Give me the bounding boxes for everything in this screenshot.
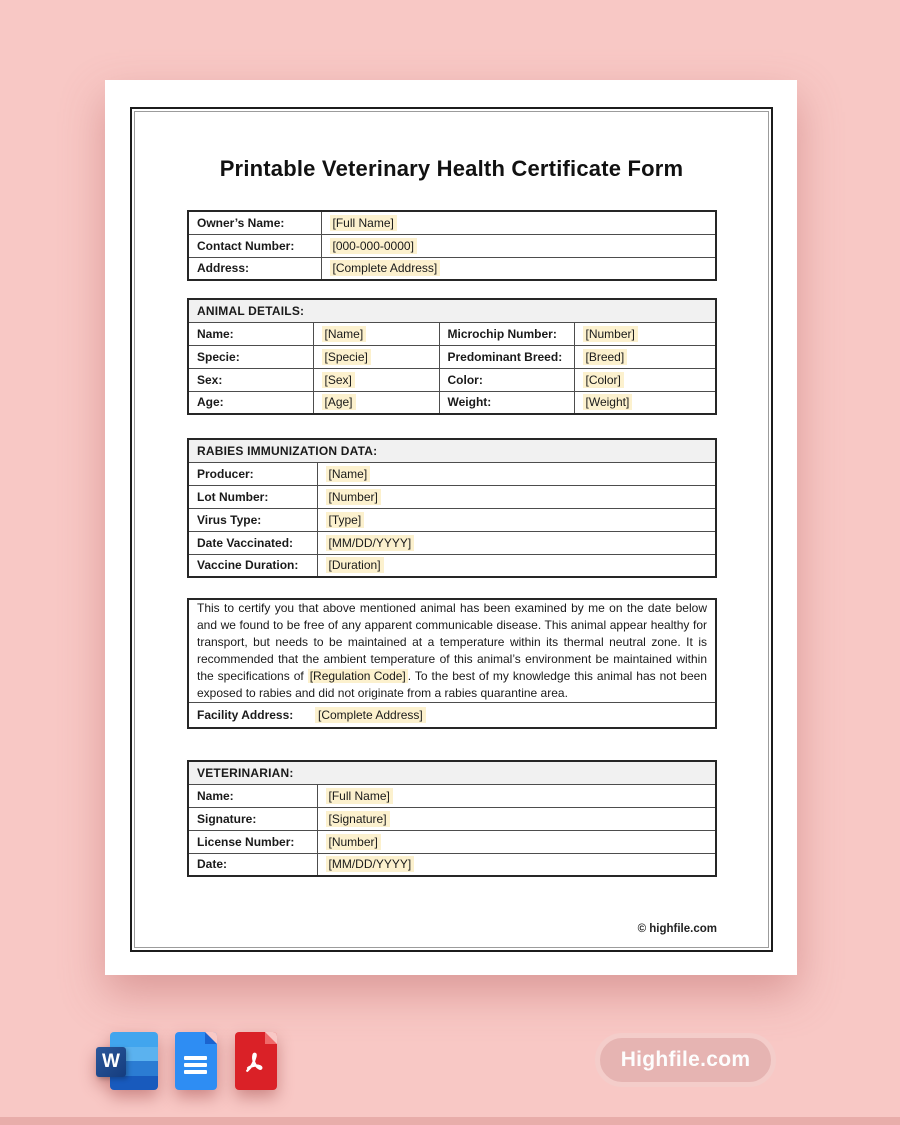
- certificate-page: [105, 80, 797, 975]
- placeholder-chip: [Sex]: [322, 372, 355, 388]
- facility-address-row: [188, 703, 716, 728]
- field-value: [317, 531, 716, 554]
- field-value: [313, 368, 439, 391]
- placeholder-chip: [Number]: [326, 489, 381, 505]
- field-value: [321, 257, 716, 280]
- field-value: [317, 485, 716, 508]
- field-value: [574, 368, 716, 391]
- field-value: [317, 508, 716, 531]
- table-row: [188, 368, 716, 391]
- table-row: [188, 485, 716, 508]
- field-value: [313, 345, 439, 368]
- certification-text: . To the best of my knowledge this animal has not been exposed to rabies and did not originate from a rabies quarantine area.: [197, 669, 707, 700]
- table-row: [188, 531, 716, 554]
- placeholder-chip: [Signature]: [326, 811, 390, 827]
- table-row: [188, 830, 716, 853]
- table-row: [188, 703, 716, 728]
- placeholder-chip: [MM/DD/YYYY]: [326, 535, 415, 551]
- table-row: [188, 784, 716, 807]
- field-value: [317, 784, 716, 807]
- placeholder-chip: [Breed]: [583, 349, 628, 365]
- placeholder-chip: [Name]: [322, 326, 367, 342]
- field-label: Date Vaccinated:: [188, 531, 317, 554]
- table-row: [188, 462, 716, 485]
- table-row: [188, 599, 716, 703]
- placeholder-chip: [Complete Address]: [315, 707, 426, 723]
- animal-details-section: [187, 298, 717, 415]
- copyright-text: © highfile.com: [637, 923, 717, 935]
- section-header-row: [188, 761, 716, 784]
- field-label: Predominant Breed:: [439, 345, 574, 368]
- placeholder-chip: [Regulation Code]: [309, 669, 406, 683]
- field-label: Sex:: [188, 368, 313, 391]
- field-label: Signature:: [188, 807, 317, 830]
- field-value: [317, 830, 716, 853]
- placeholder-chip: [Complete Address]: [330, 260, 441, 276]
- placeholder-chip: [Specie]: [322, 349, 371, 365]
- rabies-table: [187, 438, 717, 578]
- placeholder-chip: [Name]: [326, 466, 371, 482]
- field-label: Lot Number:: [188, 485, 317, 508]
- section-header: VETERINARIAN:: [188, 761, 716, 784]
- field-label: Weight:: [439, 391, 574, 414]
- field-value: [317, 462, 716, 485]
- field-label: Microchip Number:: [439, 322, 574, 345]
- table-row: [188, 257, 716, 280]
- table-row: [188, 391, 716, 414]
- pdf-icon[interactable]: [235, 1032, 277, 1090]
- placeholder-chip: [Weight]: [583, 394, 633, 410]
- field-label: Address:: [188, 257, 321, 280]
- word-icon[interactable]: [96, 1032, 158, 1090]
- field-value: [313, 322, 439, 345]
- table-row: [188, 322, 716, 345]
- field-value: [574, 322, 716, 345]
- field-value: [313, 391, 439, 414]
- google-docs-icon[interactable]: [175, 1032, 217, 1090]
- field-label: Date:: [188, 853, 317, 876]
- placeholder-chip: [MM/DD/YYYY]: [326, 856, 415, 872]
- field-label: Facility Address:: [197, 707, 294, 722]
- certification-text: This to certify you that above mentioned animal has been examined by me on the date below and we found to be free of any apparent communicable disease. This animal appear healthy for transport, but needs to be maintained at a temperature within its thermal neutral zone. It is recommended that the ambient temperature of this animal’s environment be maintained within the specifications of: [197, 601, 707, 683]
- word-letter-badge: W: [96, 1047, 126, 1077]
- placeholder-chip: [Number]: [326, 834, 381, 850]
- certification-paragraph: [188, 599, 716, 703]
- field-label: Contact Number:: [188, 234, 321, 257]
- table-row: [188, 345, 716, 368]
- bottom-strip: [0, 1117, 900, 1125]
- table-row: [188, 508, 716, 531]
- field-label: Name:: [188, 322, 313, 345]
- placeholder-chip: [Age]: [322, 394, 356, 410]
- google-docs-shape: [175, 1032, 217, 1090]
- placeholder-chip: [Full Name]: [326, 788, 393, 804]
- veterinarian-section: [187, 760, 717, 877]
- table-row: [188, 211, 716, 234]
- placeholder-chip: [Duration]: [326, 557, 384, 573]
- field-label: Specie:: [188, 345, 313, 368]
- field-value: [574, 391, 716, 414]
- field-label: Age:: [188, 391, 313, 414]
- field-label: Color:: [439, 368, 574, 391]
- field-label: Name:: [188, 784, 317, 807]
- placeholder-chip: [Full Name]: [330, 215, 397, 231]
- section-header: ANIMAL DETAILS:: [188, 299, 716, 322]
- page-title: Printable Veterinary Health Certificate Form: [219, 156, 684, 181]
- owner-section: [187, 210, 717, 281]
- placeholder-chip: [Number]: [583, 326, 638, 342]
- page-fold: [205, 1032, 217, 1044]
- table-row: [188, 554, 716, 577]
- page-fold: [265, 1032, 277, 1044]
- field-value: [321, 211, 716, 234]
- placeholder-chip: [000-000-0000]: [330, 238, 417, 254]
- veterinarian-table: [187, 760, 717, 877]
- section-header-row: [188, 299, 716, 322]
- placeholder-chip: [Type]: [326, 512, 365, 528]
- field-label: Owner’s Name:: [188, 211, 321, 234]
- animal-details-table: [187, 298, 717, 415]
- field-value: [317, 853, 716, 876]
- field-label: Virus Type:: [188, 508, 317, 531]
- table-row: [188, 807, 716, 830]
- field-value: [317, 807, 716, 830]
- field-label: License Number:: [188, 830, 317, 853]
- field-value: [317, 554, 716, 577]
- placeholder-chip: [Color]: [583, 372, 624, 388]
- owner-table: [187, 210, 717, 281]
- rabies-section: [187, 438, 717, 578]
- field-value: [321, 234, 716, 257]
- certification-table: [187, 598, 717, 729]
- certification-section: [187, 598, 717, 729]
- table-row: [188, 234, 716, 257]
- pdf-shape: [235, 1032, 277, 1090]
- field-label: Vaccine Duration:: [188, 554, 317, 577]
- section-header-row: [188, 439, 716, 462]
- acrobat-glyph: [242, 1048, 270, 1076]
- highfile-button[interactable]: Highfile.com: [595, 1033, 776, 1087]
- field-label: Producer:: [188, 462, 317, 485]
- table-row: [188, 853, 716, 876]
- section-header: RABIES IMMUNIZATION DATA:: [188, 439, 716, 462]
- field-value: [574, 345, 716, 368]
